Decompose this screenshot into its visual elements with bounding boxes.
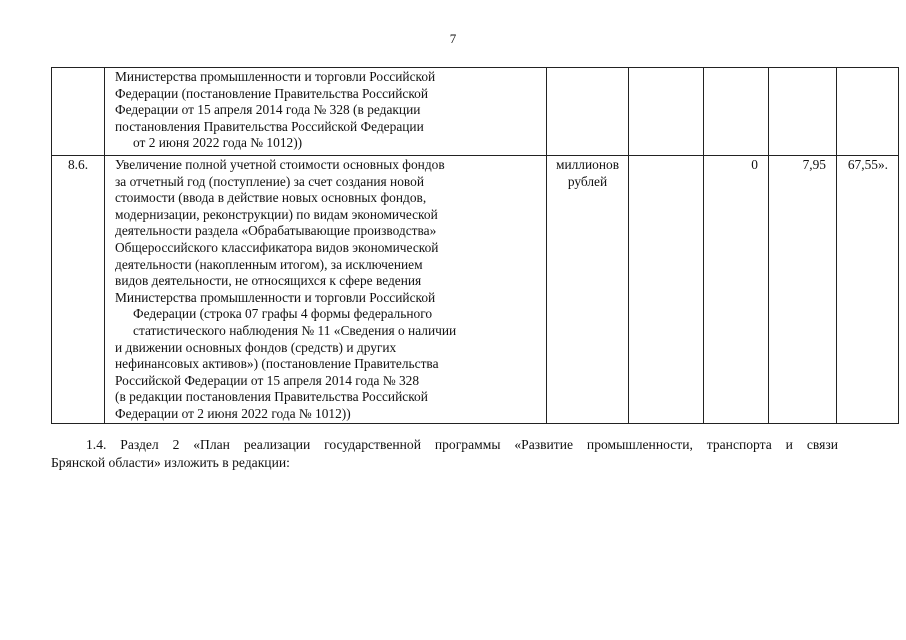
continued-value-cell	[704, 68, 769, 156]
description-line: Общероссийского классификатора видов экономической	[115, 239, 439, 255]
description-line: Федерации (строка 07 графы 4 формы федерального	[133, 306, 433, 322]
continued-unit-cell	[547, 68, 629, 156]
description-line: Российской Федерации от 15 апреля 2014 года № 328	[115, 372, 420, 388]
continued-desc-line: от 2 июня 2022 года № 1012))	[133, 135, 303, 151]
description-line: модернизации, реконструкции) по видам экономической	[115, 206, 438, 222]
indicators-table	[51, 67, 899, 424]
description-line: (в редакции постановления Правительства Российской	[115, 389, 428, 405]
continued-value-cell	[769, 68, 837, 156]
continued-desc-line: Министерства промышленности и торговли Российской	[115, 69, 436, 84]
description-line: стоимости (ввода в действие новых основных фондов,	[115, 190, 427, 206]
description-line: нефинансовых активов») (постановление Правительства	[115, 356, 439, 372]
continued-number-cell	[52, 68, 105, 156]
continued-desc-line: Федерации (постановление Правительства Российской	[115, 85, 429, 101]
continued-desc-line: Федерации от 15 апреля 2014 года № 328 (в редакции	[115, 102, 421, 118]
paragraph-line: Брянской области» изложить в редакции:	[51, 455, 290, 470]
continued-description-cell	[105, 68, 547, 156]
unit-line: рублей	[567, 173, 608, 189]
description-line: Федерации от 2 июня 2022 года № 1012))	[115, 405, 351, 421]
value-cell: 67,55».	[837, 156, 899, 424]
value-cell: 7,95	[769, 156, 837, 424]
table-row-continued	[52, 68, 899, 156]
unit-line: миллионов	[555, 157, 620, 172]
page-number: 7	[449, 31, 457, 46]
description-line: деятельности раздела «Обрабатывающие производства»	[115, 223, 437, 239]
table-row-8-6	[52, 156, 899, 424]
description-line: за отчетный год (поступление) за счет создания новой	[115, 173, 424, 189]
section-paragraph	[51, 436, 838, 472]
continued-desc-line: постановления Правительства Российской Федерации	[115, 118, 424, 134]
value-cell: 0	[704, 156, 769, 424]
value-cell	[629, 156, 704, 424]
description-line: видов деятельности, не относящихся к сфере ведения	[115, 273, 422, 289]
description-line: и движении основных фондов (средств) и других	[115, 339, 397, 355]
description-line: Увеличение полной учетной стоимости основных фондов	[115, 157, 445, 172]
description-line: статистического наблюдения № 11 «Сведения о наличии	[133, 322, 457, 338]
continued-value-cell	[837, 68, 899, 156]
paragraph-line: 1.4. Раздел 2 «План реализации государственной программы «Развитие промышленности, транспорта и связи	[86, 437, 838, 452]
continued-value-cell	[629, 68, 704, 156]
description-line: деятельности (накопленным итогом), за исключением	[115, 256, 423, 272]
unit-cell	[547, 156, 629, 424]
description-line: Министерства промышленности и торговли Российской	[115, 289, 436, 305]
row-description	[105, 156, 547, 424]
row-number: 8.6.	[52, 156, 105, 424]
